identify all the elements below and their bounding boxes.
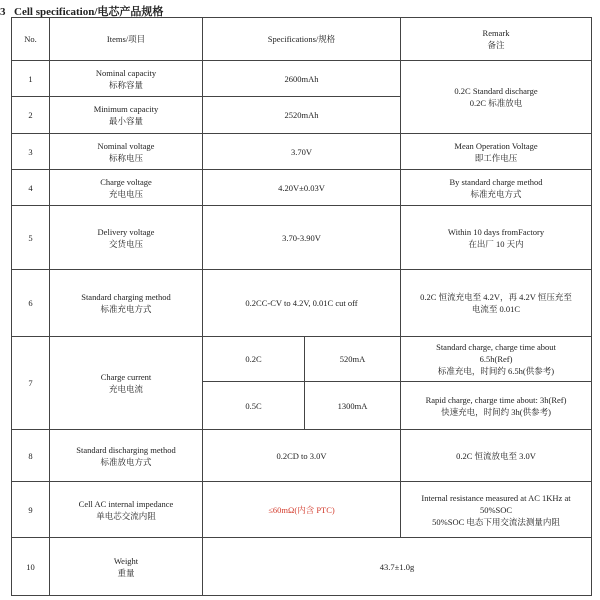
remark-cn: 0.2C 标准放电 bbox=[469, 98, 523, 108]
item-cell bbox=[50, 430, 203, 482]
row-number: 4 bbox=[12, 170, 50, 206]
item-cell bbox=[50, 270, 203, 337]
item-cn: 标称电压 bbox=[108, 152, 143, 163]
header-remark-cn: 备注 bbox=[487, 40, 505, 50]
header-items: Items/项目 bbox=[50, 18, 203, 61]
item-cn: 交货电压 bbox=[108, 238, 143, 249]
item-cn: 标准充电方式 bbox=[100, 304, 152, 314]
spec-cell-impedance: ≤60mΩ(内含 PTC) bbox=[203, 482, 401, 538]
current-cell: 520mA bbox=[305, 337, 401, 382]
remark-line-1: Rapid charge, charge time about: 3h(Ref) bbox=[425, 394, 567, 405]
table-row bbox=[12, 206, 592, 270]
spec-cell: 3.70-3.90V bbox=[203, 206, 401, 270]
remark-line-3: 标准充电，时间约 6.5h(供参考) bbox=[437, 366, 555, 376]
table-row bbox=[12, 134, 592, 170]
spec-cell: 0.2CD to 3.0V bbox=[203, 430, 401, 482]
remark-cell bbox=[401, 482, 592, 538]
row-number: 5 bbox=[12, 206, 50, 270]
table-row bbox=[12, 482, 592, 538]
item-cn: 标准放电方式 bbox=[100, 456, 152, 467]
item-cn: 单电芯交流内阻 bbox=[96, 510, 156, 521]
item-cn: 重量 bbox=[117, 567, 135, 578]
item-en: Cell AC internal impedance bbox=[78, 498, 174, 509]
row-number: 7 bbox=[12, 337, 50, 430]
remark-line-2: 电流至 0.01C bbox=[471, 304, 521, 314]
row-number: 1 bbox=[12, 61, 50, 97]
item-cell bbox=[50, 206, 203, 270]
remark-cell bbox=[401, 337, 592, 382]
spec-cell: 3.70V bbox=[203, 134, 401, 170]
spec-cell: 0.2CC-CV to 4.2V, 0.01C cut off bbox=[203, 270, 401, 337]
header-row bbox=[12, 18, 592, 61]
spec-cell: 2520mAh bbox=[203, 97, 401, 134]
current-cell: 1300mA bbox=[305, 382, 401, 430]
table-row bbox=[12, 270, 592, 337]
item-cn: 充电电流 bbox=[108, 384, 143, 394]
item-cn: 最小容量 bbox=[108, 116, 143, 126]
remark-en: Within 10 days fromFactory bbox=[447, 226, 545, 237]
remark-line-3: 50%SOC 电态下用交流法测量内阻 bbox=[432, 516, 560, 527]
row-number: 10 bbox=[12, 538, 50, 596]
spec-cell: 4.20V±0.03V bbox=[203, 170, 401, 206]
table-row bbox=[12, 170, 592, 206]
remark-cell bbox=[401, 382, 592, 430]
header-remark-en: Remark bbox=[482, 28, 510, 38]
spec-cell: 2600mAh bbox=[203, 61, 401, 97]
remark-line-1: 0.2C 恒流充电至 4.2V，再 4.2V 恒压充至 bbox=[420, 292, 572, 302]
remark-cell bbox=[401, 270, 592, 337]
section-number: 3 bbox=[0, 6, 6, 18]
row-number: 8 bbox=[12, 430, 50, 482]
item-en: Delivery voltage bbox=[97, 226, 155, 237]
header-specifications: Specifications/规格 bbox=[203, 18, 401, 61]
item-cell bbox=[50, 61, 203, 97]
table-row bbox=[12, 430, 592, 482]
remark-line-2: 50%SOC bbox=[479, 504, 513, 515]
item-en: Nominal capacity bbox=[95, 67, 157, 78]
remark-cn: 标准充电方式 bbox=[470, 188, 522, 199]
item-en: Charge current bbox=[100, 372, 152, 382]
header-remark bbox=[401, 18, 592, 61]
header-no: No. bbox=[12, 18, 50, 61]
remark-line-1: Internal resistance measured at AC 1KHz at bbox=[421, 492, 571, 503]
item-cell bbox=[50, 97, 203, 134]
remark-cell bbox=[401, 206, 592, 270]
item-cell bbox=[50, 134, 203, 170]
item-cn: 充电电压 bbox=[108, 188, 143, 199]
item-en: Nominal voltage bbox=[97, 140, 155, 151]
item-en: Minimum capacity bbox=[93, 104, 159, 114]
item-en: Standard discharging method bbox=[76, 444, 176, 455]
table-row bbox=[12, 538, 592, 596]
remark-line-2: 快速充电，时间约 3h(供参考) bbox=[441, 406, 551, 417]
rate-cell: 0.5C bbox=[203, 382, 305, 430]
item-en: Charge voltage bbox=[100, 176, 152, 187]
item-cn: 标称容量 bbox=[108, 79, 143, 90]
remark-cn: 在出厂 10 天内 bbox=[468, 238, 524, 249]
cell-spec-table bbox=[11, 17, 592, 596]
item-cell bbox=[50, 170, 203, 206]
table-row bbox=[12, 337, 592, 382]
remark-cn: 即工作电压 bbox=[474, 152, 518, 163]
row-number: 2 bbox=[12, 97, 50, 134]
rate-cell: 0.2C bbox=[203, 337, 305, 382]
table-row bbox=[12, 61, 592, 97]
row-number: 6 bbox=[12, 270, 50, 337]
row-number: 3 bbox=[12, 134, 50, 170]
item-en: Weight bbox=[113, 555, 139, 566]
remark-cell-discharge bbox=[401, 61, 592, 134]
remark-line-2: 6.5h(Ref) bbox=[479, 354, 513, 364]
section-title: Cell specification/电芯产品规格 bbox=[14, 6, 164, 18]
remark-en: Mean Operation Voltage bbox=[454, 140, 538, 151]
item-cell bbox=[50, 337, 203, 430]
item-cell bbox=[50, 538, 203, 596]
remark-cell bbox=[401, 134, 592, 170]
spec-cell-weight: 43.7±1.0g bbox=[203, 538, 592, 596]
item-en: Standard charging method bbox=[81, 292, 171, 302]
item-cell bbox=[50, 482, 203, 538]
remark-cell bbox=[401, 170, 592, 206]
remark-en: 0.2C Standard discharge bbox=[454, 86, 538, 96]
remark-line-1: Standard charge, charge time about bbox=[436, 342, 556, 352]
remark-en: By standard charge method bbox=[449, 176, 543, 187]
row-number: 9 bbox=[12, 482, 50, 538]
remark-cell: 0.2C 恒流放电至 3.0V bbox=[401, 430, 592, 482]
